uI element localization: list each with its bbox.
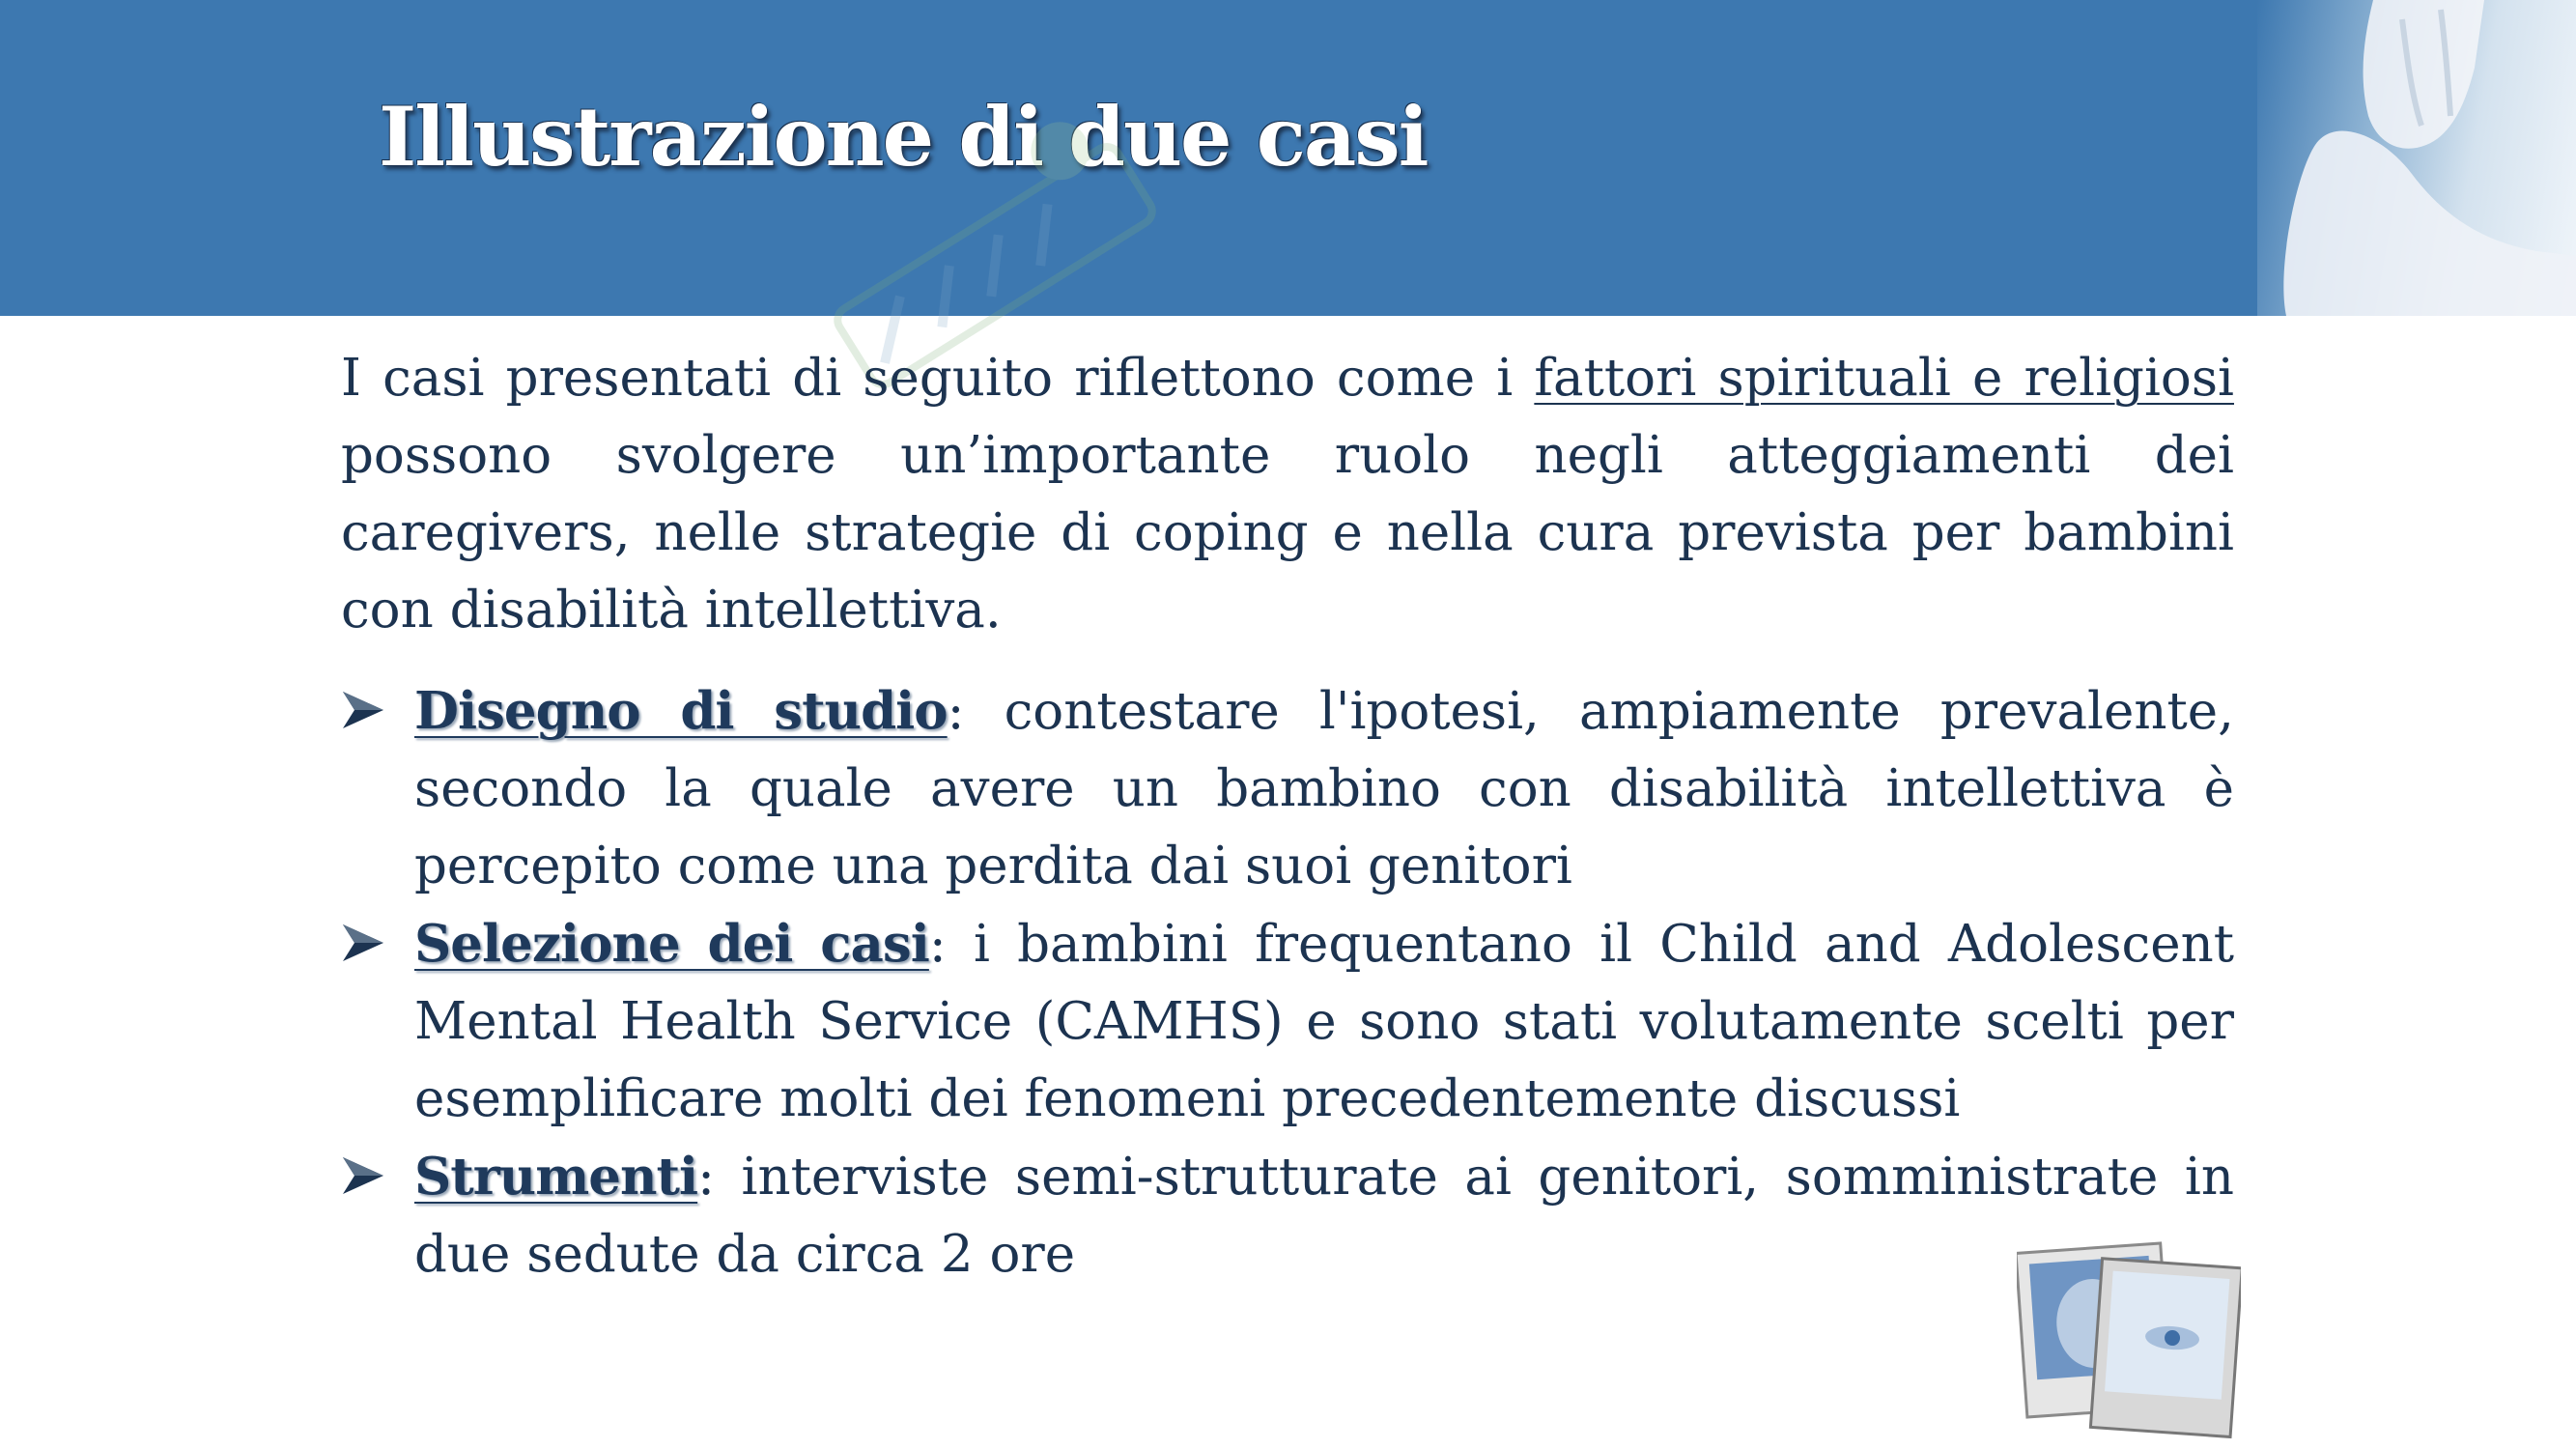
bullet-text: : interviste semi-strutturate ai genitori, somministrate in due sedute da circa 2 ore xyxy=(414,1148,2234,1284)
intro-paragraph xyxy=(341,340,2234,649)
arrow-bullet-icon xyxy=(341,688,385,732)
hands-image xyxy=(2257,0,2576,316)
list-item xyxy=(341,905,2234,1138)
bullet-term: Disegno di studio xyxy=(414,681,948,741)
list-item xyxy=(341,1138,2234,1293)
slide-content xyxy=(341,340,2234,1293)
arrow-bullet-icon xyxy=(341,921,385,965)
photo-frames-image xyxy=(2017,1236,2241,1441)
arrow-bullet-icon xyxy=(341,1153,385,1198)
bullet-list xyxy=(341,672,2234,1293)
bullet-term: Selezione dei casi xyxy=(414,914,929,974)
bullet-text: : contestare l'ipotesi, ampiamente prevalente, secondo la quale avere un bambino con disabilità intellettiva è percepito come una perdita dai suoi genitori xyxy=(414,682,2235,895)
bullet-term: Strumenti xyxy=(414,1147,698,1207)
bullet-text: : i bambini frequentano il Child and Adolescent Mental Health Service (CAMHS) e sono stati volutamente scelti per esemplificare molti dei fenomeni precedentemente discussi xyxy=(414,915,2235,1128)
intro-text-start: I casi presentati di seguito riflettono come i xyxy=(341,349,1535,408)
intro-underlined-phrase: fattori spirituali e religiosi xyxy=(1534,349,2234,408)
intro-text-end: possono svolgere un’importante ruolo negli atteggiamenti dei caregivers, nelle strategie di coping e nella cura prevista per bambini con disabilità intellettiva. xyxy=(341,426,2234,639)
list-item xyxy=(341,672,2234,905)
header-band xyxy=(0,0,2576,316)
slide-title: Illustrazione di due casi xyxy=(379,89,1428,185)
